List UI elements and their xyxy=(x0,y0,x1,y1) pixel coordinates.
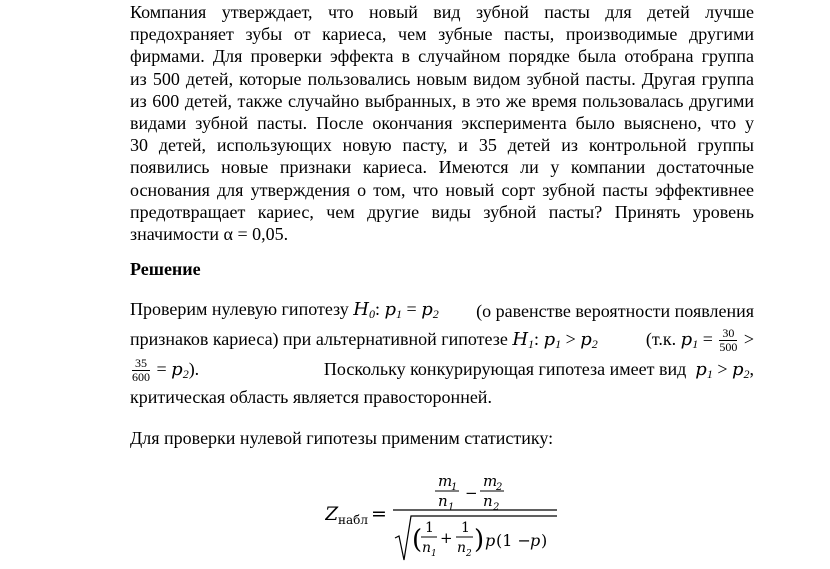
svg-text:(: ( xyxy=(412,525,423,555)
problem-line: из 500 детей, которые пользовались новым видом зубной пасты. Другая группа xyxy=(130,68,754,89)
problem-line: Компания утверждает, что новый вид зубной пасты для детей лучше xyxy=(130,2,754,22)
problem-line: предотвращает кариес, чем другие виды зубной пасты? Принять уровень xyxy=(130,201,754,222)
svg-text:p: p xyxy=(485,531,496,550)
hypothesis-line: критическая область является правосторонней. xyxy=(130,387,492,407)
problem-line: 30 детей, использующих новую пасту, и 35 детей из контрольной группы xyxy=(130,135,754,156)
hypothesis-paragraph xyxy=(130,296,754,408)
svg-text:1: 1 xyxy=(451,482,458,493)
problem-line: значимости α = 0,05. xyxy=(130,223,289,244)
formula-subscript: набл xyxy=(338,513,368,527)
problem-line: предохраняет зубы от кариеса, чем зубные пасты, производимые другими xyxy=(130,24,754,45)
svg-text:1: 1 xyxy=(461,520,470,536)
svg-text:Z: Z xyxy=(325,503,339,525)
fraction-35-600: $\frac{35}{600}$ xyxy=(132,355,150,384)
problem-line: из 600 детей, также случайно выбранных, в это же время пользовалась другими xyxy=(130,90,754,111)
hypothesis-line: признаков кариеса) при альтернативной гипотезе $H_1$: $p_1 > p_2$ (т.к. $p_1$ = $\frac{30}{500}$ > xyxy=(130,325,754,354)
svg-text:n: n xyxy=(422,540,432,556)
fraction-30-500: $\frac{30}{500}$ xyxy=(719,325,738,354)
z-statistic-formula xyxy=(325,468,565,568)
svg-text:): ) xyxy=(541,531,548,550)
statistic-intro: Для проверки нулевой гипотезы применим статистику: xyxy=(130,428,554,448)
problem-statement xyxy=(130,1,754,245)
problem-line: фирмами. Для проверки эффекта в случайном порядке была отобрана группа xyxy=(130,46,754,67)
svg-text:2: 2 xyxy=(466,549,472,559)
svg-text:n: n xyxy=(483,492,493,510)
hypothesis-line: Проверим нулевую гипотезу $H_0$: $p_1 = p_2$ (о равенстве вероятности появления xyxy=(130,298,754,321)
svg-text:2: 2 xyxy=(493,502,500,513)
svg-text:m: m xyxy=(483,472,498,490)
svg-text:1: 1 xyxy=(448,502,455,513)
svg-text:n: n xyxy=(438,492,448,510)
svg-text:1: 1 xyxy=(431,549,437,559)
svg-text:): ) xyxy=(474,525,485,555)
svg-text:(1 −: (1 − xyxy=(496,531,531,550)
svg-text:=: = xyxy=(371,503,387,525)
problem-line: основания для утверждения о том, что новый сорт зубной пасты эффективнее xyxy=(130,179,754,200)
svg-text:2: 2 xyxy=(496,482,503,493)
svg-text:−: − xyxy=(465,484,478,502)
problem-line: появились новые признаки кариеса. Имеются ли у компании достаточные xyxy=(130,157,754,178)
solution-heading: Решение xyxy=(130,259,201,279)
svg-text:m: m xyxy=(438,472,453,490)
svg-text:n: n xyxy=(457,540,467,556)
svg-text:+: + xyxy=(440,529,453,547)
svg-text:p: p xyxy=(530,531,541,550)
hypothesis-line: $\frac{35}{600}$ = $p_2$). Поскольку конкурирующая гипотеза имеет вид $p_1 > p_2$, xyxy=(132,355,754,384)
svg-text:1: 1 xyxy=(425,520,434,536)
problem-line: видами зубной пасты. После окончания эксперимента было выяснено, что у xyxy=(130,112,754,133)
